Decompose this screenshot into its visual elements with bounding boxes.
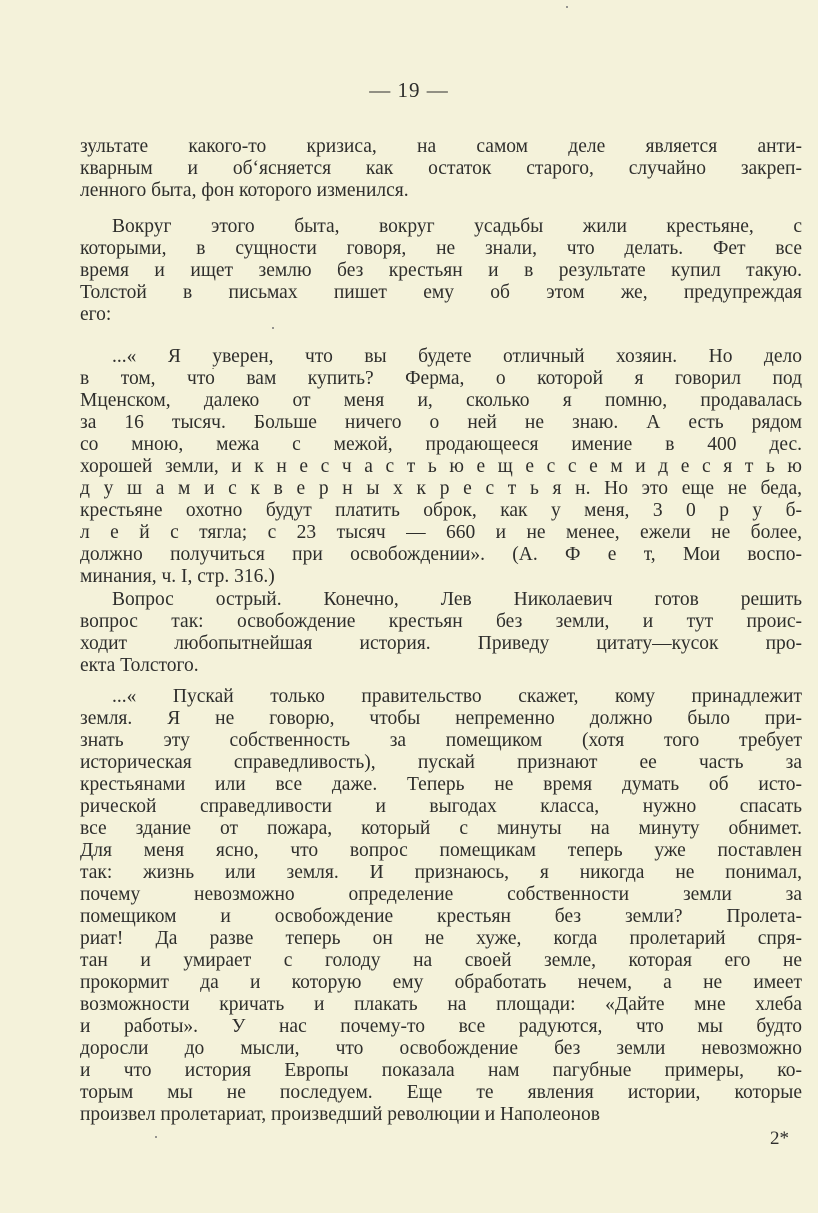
scan-speck	[272, 327, 274, 329]
paragraph-4	[80, 589, 802, 677]
text-line: ходит любопытнейшая история. Приведу цитату—кусок про-	[80, 633, 802, 654]
text-line: Вокруг этого быта, вокруг усадьбы жили крестьяне, с	[112, 216, 802, 237]
paragraph-2	[80, 216, 802, 326]
text-line: Мценском, далеко от меня и, сколько я помню, продавалась	[80, 390, 802, 411]
text-line: прокормит да и которую ему обработать нечем, а не имеет	[80, 972, 802, 993]
text-line: помещиком и освобождение крестьян без земли? Пролета-	[80, 906, 802, 927]
text-line: его:	[80, 304, 112, 325]
text-line: и работы». У нас почему-то все радуются, что мы будто	[80, 1016, 802, 1037]
text-line: за 16 тысяч. Больше ничего о ней не знаю. А есть рядом	[80, 412, 802, 433]
text-line: все здание от пожара, который с минуты на минуту обнимет.	[80, 818, 802, 839]
text-line: в том, что̀ вам купить? Ферма, о которой я говорил под	[80, 368, 802, 389]
paragraph-5-quote	[80, 686, 802, 1126]
text-line: ленного быта, фон которого изменился.	[80, 180, 409, 201]
text-line: кварным и об‘ясняется как остаток старого, случайно закреп-	[80, 158, 802, 179]
paragraph-3-quote	[80, 346, 802, 588]
paragraph-1	[80, 136, 802, 202]
text-line: со мною, межа с межой, продающееся имение в 400 дес.	[80, 434, 802, 455]
text-line: должно получиться при освобождении». (А. Ф е т, Мои воспо-	[80, 544, 802, 565]
text-line: почему невозможно определение собственности земли за	[80, 884, 802, 905]
text-line: тан и умирает с голоду на своей земле, которая его не	[80, 950, 802, 971]
text-line: ...« Я уверен, что вы будете отличный хозяин. Но дело	[112, 346, 802, 367]
signature-mark: 2*	[770, 1128, 789, 1149]
text-line: произвел пролетариат, произведший революции и Наполеонов	[80, 1104, 600, 1125]
text-line: Для меня ясно, что вопрос помещикам теперь уже поставлен	[80, 840, 802, 861]
text-line: так: жизнь или земля. И признаюсь, я никогда не понимал,	[80, 862, 802, 883]
page-number: — 19 —	[369, 78, 449, 102]
text-line: земля. Я не говорю, чтобы непременно должно было при-	[80, 708, 802, 729]
text-line: историческая справедливость), пускай признают ее часть за	[80, 752, 802, 773]
text-line: знать эту собственность за помещиком (хотя того требует	[80, 730, 802, 751]
text-line: Вопрос острый. Конечно, Лев Николаевич готов решить	[112, 589, 802, 610]
text-line: Толстой в письмах пишет ему об этом же, предупреждая	[80, 282, 802, 303]
text-line: которыми, в сущности говоря, не знали, что делать. Фет все	[80, 238, 802, 259]
text-line: минания, ч. I, стр. 316.)	[80, 566, 275, 587]
text-line: л е й с тягла; с 23 тысяч — 660 и не менее, ежели не более,	[80, 522, 802, 543]
text-line: возможности кричать и плакать на площади: «Дайте мне хлеба	[80, 994, 802, 1015]
text-line: д у ш а м и с к в е р н ы х к р е с т ь я н. Но это еще не беда,	[80, 478, 802, 499]
text-line: крестьянами или все даже. Теперь не время думать об исто-	[80, 774, 802, 795]
text-line: вопрос так: освобождение крестьян без земли, и тут проис-	[80, 611, 802, 632]
text-line: риат! Да разве теперь он не хуже, когда пролетарий спря-	[80, 928, 802, 949]
text-line: крестьяне охотно будут платить оброк, как у меня, 3 0 р у б-	[80, 500, 802, 521]
text-line: торым мы не последуем. Еще те явления истории, которые	[80, 1082, 802, 1103]
text-line: доросли до мысли, что освобождение без земли невозможно	[80, 1038, 802, 1059]
text-line: хорошей земли, и к н е с ч а с т ь ю е щ е с с е м и д е с я т ь ю	[80, 456, 802, 477]
text-line: рической справедливости и выгодах класса, нужно спасать	[80, 796, 802, 817]
text-line: зультате какого-то кризиса, на самом деле является анти-	[80, 136, 802, 157]
scan-speck	[566, 6, 568, 8]
scan-speck	[155, 1136, 157, 1138]
text-line: ...« Пускай только правительство скажет, кому принадлежит	[112, 686, 802, 707]
text-line: время и ищет землю без крестьян и в результате купил такую.	[80, 260, 802, 281]
text-line: и что история Европы показала нам пагубные примеры, ко-	[80, 1060, 802, 1081]
text-line: екта Толстого.	[80, 655, 199, 676]
